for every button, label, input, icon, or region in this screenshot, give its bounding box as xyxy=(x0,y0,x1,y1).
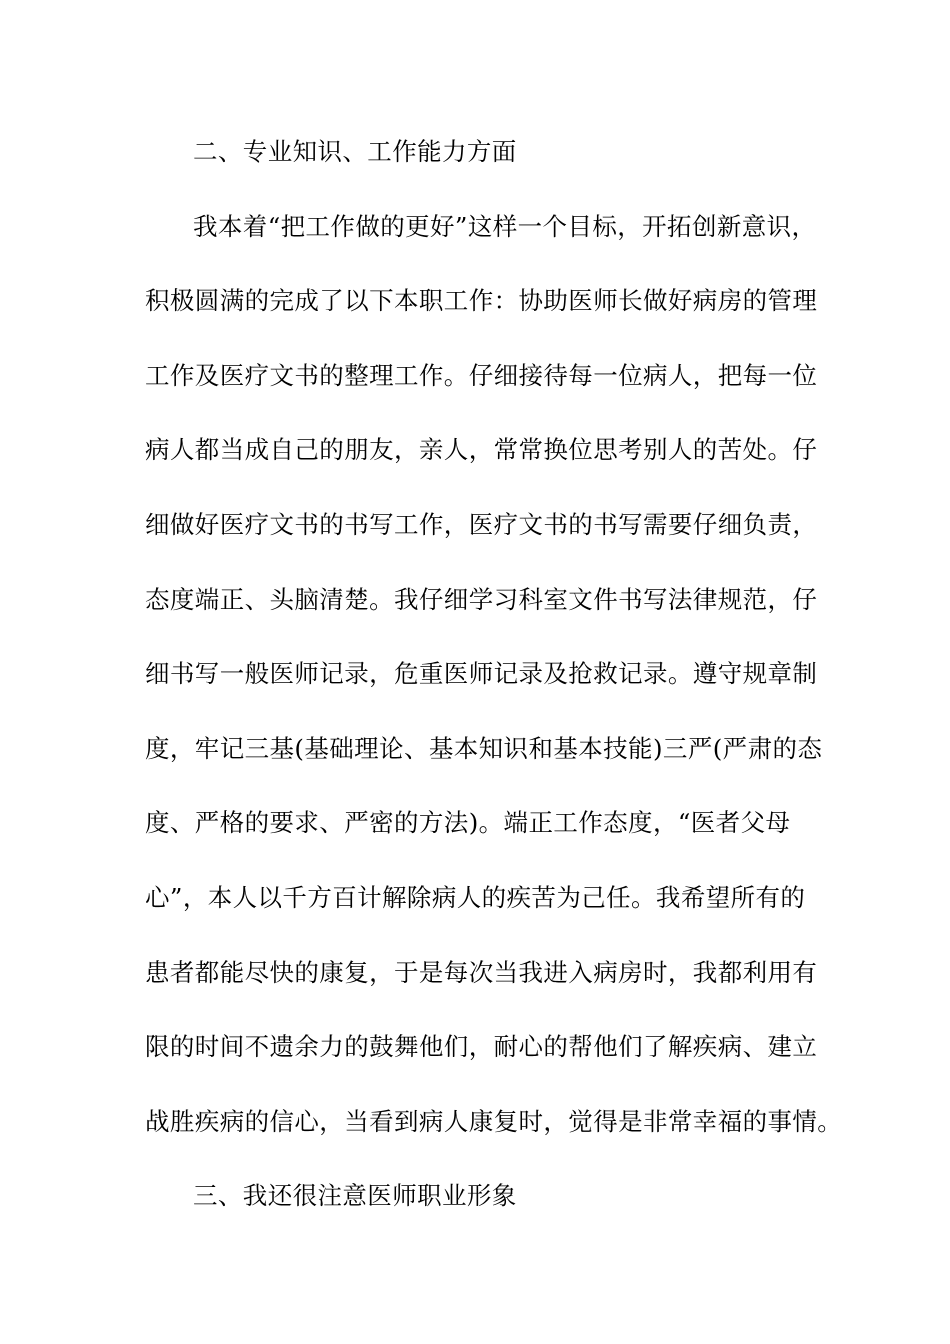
paragraph-line-4: 病人都当成自己的朋友，亲人，常常换位思考别人的苦处。仔 xyxy=(145,435,818,464)
paragraph-line-7: 细书写一般医师记录，危重医师记录及抢救记录。遵守规章制 xyxy=(145,659,818,688)
paragraph-line-6: 态度端正、头脑清楚。我仔细学习科室文件书写法律规范，仔 xyxy=(145,585,818,614)
paragraph-line-13: 战胜疾病的信心，当看到病人康复时，觉得是非常幸福的事情。 xyxy=(145,1107,843,1136)
section-heading-2: 二、专业知识、工作能力方面 xyxy=(193,137,517,166)
paragraph-line-3: 工作及医疗文书的整理工作。仔细接待每一位病人，把每一位 xyxy=(145,361,818,390)
paragraph-line-12: 限的时间不遗余力的鼓舞他们，耐心的帮他们了解疾病、建立 xyxy=(145,1032,818,1061)
paragraph-line-5: 细做好医疗文书的书写工作，医疗文书的书写需要仔细负责， xyxy=(145,510,818,539)
section-heading-3: 三、我还很注意医师职业形象 xyxy=(193,1181,517,1210)
paragraph-line-9: 度、严格的要求、严密的方法)。端正工作态度，“医者父母 xyxy=(145,808,791,837)
paragraph-line-2: 积极圆满的完成了以下本职工作：协助医师长做好病房的管理 xyxy=(145,286,818,315)
paragraph-line-11: 患者都能尽快的康复，于是每次当我进入病房时，我都利用有 xyxy=(145,958,818,987)
paragraph-line-1: 我本着“把工作做的更好”这样一个目标，开拓创新意识， xyxy=(193,212,817,241)
paragraph-line-10: 心”，本人以千方百计解除病人的疾苦为己任。我希望所有的 xyxy=(145,883,806,912)
paragraph-line-8: 度，牢记三基(基础理论、基本知识和基本技能)三严(严肃的态 xyxy=(145,734,823,763)
